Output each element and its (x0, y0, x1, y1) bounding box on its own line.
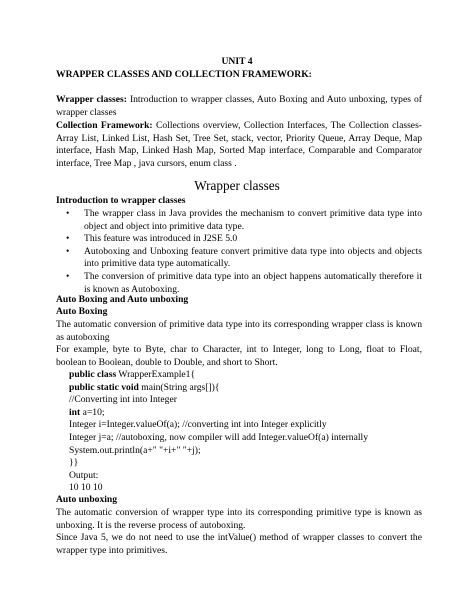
autoboxing-subheading: Auto Boxing (56, 306, 108, 317)
code-example (56, 369, 422, 495)
code-line (69, 369, 422, 382)
autoboxing-para1: The automatic conversion of primitive data type into its corresponding wrapper class is known as autoboxing (56, 319, 422, 343)
syllabus-wrapper-label: Wrapper classes: (56, 94, 127, 105)
unit-title: WRAPPER CLASSES AND COLLECTION FRAMEWORK: (56, 69, 312, 80)
intro-heading: Introduction to wrapper classes (56, 195, 186, 206)
syllabus-collection-text: Collections overview, Collection Interfaces, The Collection classes- Array List, Linked List, Hash Set, Tree Set, stack, vector, Priority Queue, Array Deque, Map interface, Hash Map, Linked Hash Map, Sorted Map interface, Comparable and Comparator interface, Tree Map , java cursors, enum class . (56, 120, 422, 169)
syllabus-collection (56, 120, 422, 170)
code-line: Integer i=Integer.valueOf(a); //converting int into Integer explicitly (69, 419, 327, 431)
unboxing-heading: Auto unboxing (56, 494, 118, 505)
code-line: //Converting int into Integer (69, 394, 177, 406)
syllabus-wrapper-text: Introduction to wrapper classes, Auto Boxing and Auto unboxing, types of wrapper classes (56, 94, 422, 118)
code-line: }} (69, 457, 79, 469)
code-line: Integer j=a; //autoboxing, now compiler will add Integer.valueOf(a) internally (69, 431, 368, 443)
code-keyword: int (69, 406, 81, 418)
code-text: WrapperExample1{ (116, 369, 196, 380)
code-line: Output: (69, 469, 99, 481)
code-line: 10 10 10 (69, 482, 103, 494)
code-keyword: public static void (69, 381, 139, 393)
autoboxing-para2: For example, byte to Byte, char to Character, int to Integer, long to Long, float to Float, boolean to Boolean, double to Double, and short to Short. (56, 344, 422, 368)
code-line (69, 407, 422, 420)
unit-label: UNIT 4 (221, 56, 253, 67)
unboxing-para2: Since Java 5, we do not need to use the intValue() method of wrapper classes to convert the wrapper type into primitives. (56, 532, 422, 556)
code-keyword: public class (69, 369, 117, 380)
list-item: • Autoboxing and Unboxing feature convert primitive data type into objects and objects into primitive data type automatically. (56, 246, 422, 271)
syllabus-wrapper (56, 94, 422, 119)
unboxing-para1: The automatic conversion of wrapper type into its corresponding primitive type is known as unboxing. It is the reverse process of autoboxing. (56, 507, 422, 531)
syllabus-collection-label: Collection Framework: (56, 120, 153, 131)
code-line (69, 382, 422, 395)
autoboxing-heading: Auto Boxing and Auto unboxing (56, 294, 189, 305)
code-text: a=10; (80, 406, 105, 418)
list-item: • The conversion of primitive data type into an object happens automatically therefore it is known as Autoboxing. (56, 271, 422, 296)
section-title: Wrapper classes (194, 178, 280, 193)
list-item: • This feature was introduced in J2SE 5.0 (56, 233, 422, 246)
code-text: main(String args[]){ (138, 381, 220, 393)
code-line: System.out.println(a+" "+i+" "+j); (69, 444, 201, 456)
list-item: • The wrapper class in Java provides the mechanism to convert primitive data type into object and object into primitive data type. (56, 208, 422, 233)
intro-bullets (56, 208, 422, 296)
